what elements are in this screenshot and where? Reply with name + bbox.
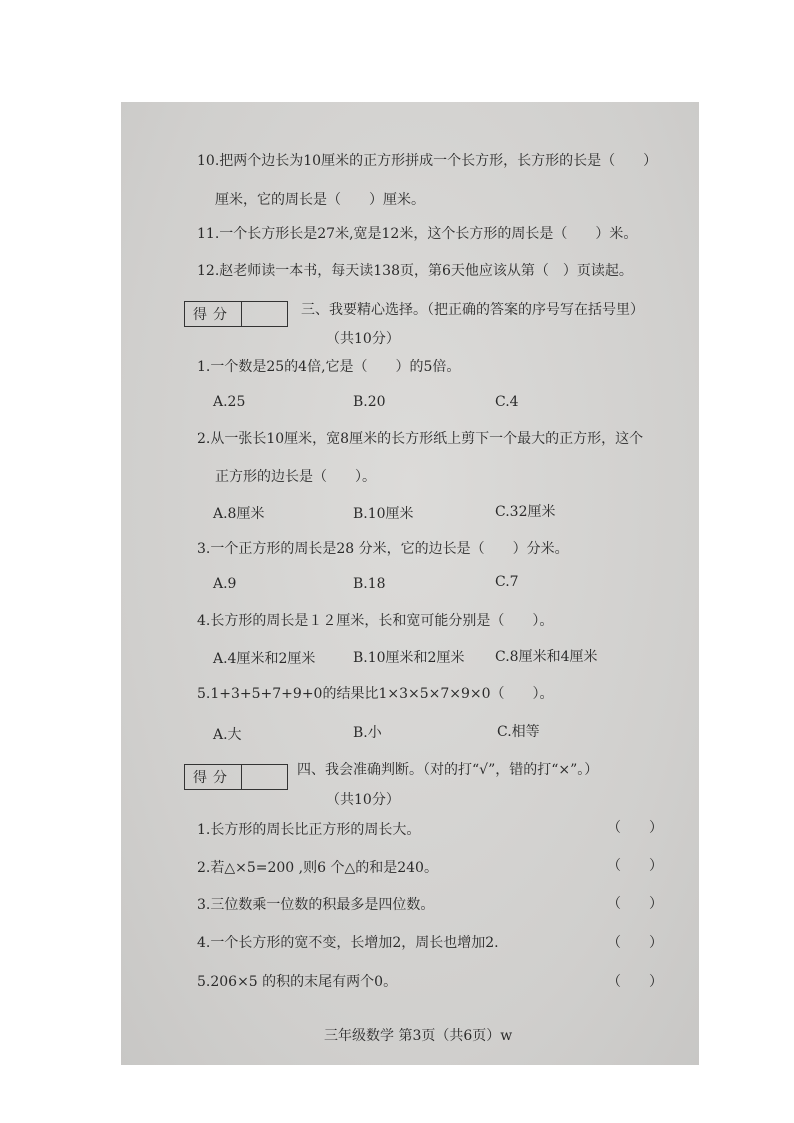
question-11: 11.一个长方形长是27米,宽是12米，这个长方形的周长是（ ）米。 [197,226,638,242]
judge-item: 2.若△×5=200 ,则6 个△的和是240。 [197,860,438,876]
judge-item: 4.一个长方形的宽不变，长增加2，周长也增加2. [197,935,499,951]
choice-question: 1.一个数是25的4倍,它是（ ）的5倍。 [197,359,461,375]
score-label: 得分 [185,765,242,789]
choice-option: B.小 [353,725,382,741]
choice-option: C.7 [495,574,519,590]
answer-paren[interactable]: （ ） [607,974,663,990]
judge-item: 5.206×5 的积的末尾有两个0。 [197,974,398,990]
choice-option: A.8厘米 [213,506,265,522]
choice-option: A.4厘米和2厘米 [213,651,316,667]
exam-page [121,102,699,1065]
choice-option: C.32厘米 [495,504,556,520]
choice-option: B.18 [353,576,386,592]
question-10-line2: 厘米，它的周长是（ ）厘米。 [215,192,425,208]
answer-paren[interactable]: （ ） [607,820,663,836]
choice-question: 2.从一张长10厘米，宽8厘米的长方形纸上剪下一个最大的正方形，这个 [197,431,644,447]
answer-paren[interactable]: （ ） [607,935,663,951]
score-box [184,301,288,327]
choice-question: 3.一个正方形的周长是28 分米，它的边长是（ ）分米。 [197,541,569,557]
section-3-title: 三、我要精心选择。（把正确的答案的序号写在括号里） [301,302,644,318]
score-label: 得分 [185,302,242,326]
choice-question: 4.长方形的周长是１２厘米，长和宽可能分别是（ ）。 [197,613,554,629]
section-4-points: （共10分） [326,792,400,808]
section-4-title: 四、我会准确判断。（对的打“√”，错的打“×”。） [297,762,599,778]
section-3-points: （共10分） [326,331,400,347]
choice-question: 5.1+3+5+7+9+0的结果比1×3×5×7×9×0（ ）。 [197,686,554,702]
choice-option: B.10厘米和2厘米 [353,650,465,666]
answer-paren[interactable]: （ ） [607,858,663,874]
question-10-line1: 10.把两个边长为10厘米的正方形拼成一个长方形，长方形的长是（ ） [197,153,658,169]
choice-option: C.相等 [497,724,540,740]
page-footer: 三年级数学 第3页（共6页）w [324,1028,513,1044]
score-cell[interactable] [242,765,287,789]
choice-option: C.8厘米和4厘米 [495,649,598,665]
question-12: 12.赵老师读一本书，每天读138页，第6天他应该从第（ ）页读起。 [197,263,633,279]
choice-question-cont: 正方形的边长是（ ）。 [215,469,376,485]
score-box [184,764,288,790]
choice-option: A.25 [213,394,246,410]
answer-paren[interactable]: （ ） [607,896,663,912]
score-cell[interactable] [242,302,287,326]
choice-option: A.大 [213,727,242,743]
judge-item: 3.三位数乘一位数的积最多是四位数。 [197,897,435,913]
choice-option: C.4 [495,394,519,410]
choice-option: A.9 [213,576,237,592]
judge-item: 1.长方形的周长比正方形的周长大。 [197,822,421,838]
choice-option: B.10厘米 [353,506,414,522]
choice-option: B.20 [353,394,386,410]
